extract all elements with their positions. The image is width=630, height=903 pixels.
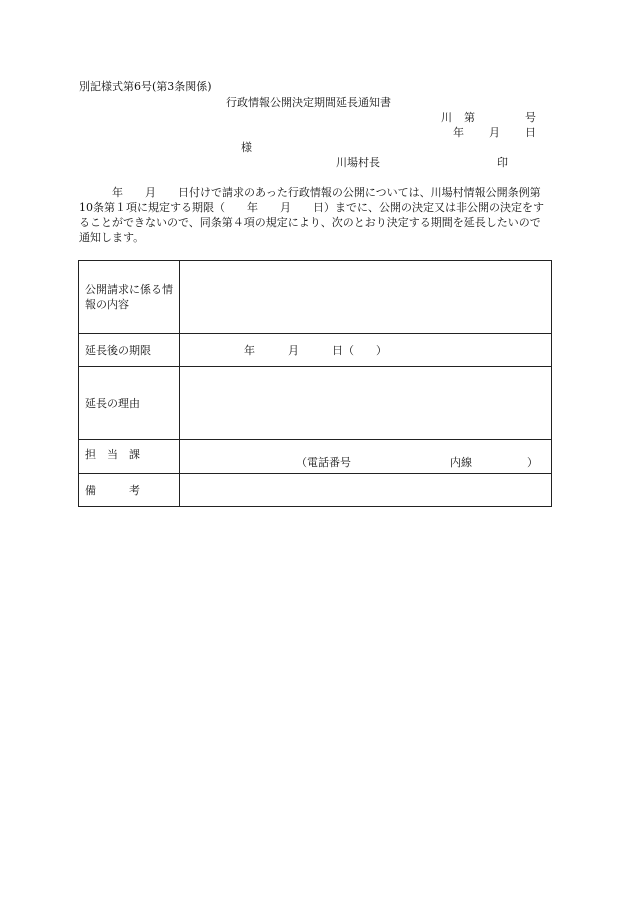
phone-extension-value: （電話番号 内線 ） (296, 456, 538, 469)
deadline-field[interactable] (180, 334, 552, 367)
table-row (79, 334, 552, 367)
reason-label: 延長の理由 (79, 367, 180, 440)
docno-dai: 第 (464, 111, 475, 124)
deadline-value: 年 月 日（ ） (244, 344, 387, 357)
notice-body: 年 月 日付けで請求のあった行政情報の公開については、川場村情報公開条例第10条第１項に規定する期限（ 年 月 日）までに、公開の決定又は非公開の決定をすることができないので、同条第４項の規定により、次のとおり決定する期間を延長したいので通知します。 (79, 186, 544, 244)
document-title: 行政情報公開決定期間延長通知書 (226, 96, 391, 109)
department-label (79, 440, 180, 474)
remarks-label: 備 考 (79, 474, 180, 507)
date-month: 月 (489, 126, 500, 139)
deadline-label: 延長後の期限 (79, 334, 180, 367)
reason-field[interactable] (180, 367, 552, 440)
addressee-suffix: 様 (241, 141, 252, 154)
table-row (79, 474, 552, 507)
table-row (79, 367, 552, 440)
docno-go: 号 (525, 111, 536, 124)
department-field[interactable] (180, 440, 552, 474)
seal-mark: 印 (497, 156, 508, 169)
docno-prefix: 川 (441, 111, 452, 124)
content-label: 公開請求に係る情報の内容 (79, 261, 180, 334)
content-field[interactable] (180, 261, 552, 334)
department-label-text: 担 当 課 (85, 447, 140, 461)
date-day: 日 (525, 126, 536, 139)
issue-date (437, 126, 537, 140)
date-year: 年 (453, 126, 464, 139)
table-row (79, 440, 552, 474)
sender-name: 川場村長 (336, 156, 380, 169)
table-row (79, 261, 552, 334)
remarks-field[interactable] (180, 474, 552, 507)
form-number-label: 別記様式第6号(第3条関係) (79, 80, 212, 93)
notice-table (78, 260, 552, 507)
